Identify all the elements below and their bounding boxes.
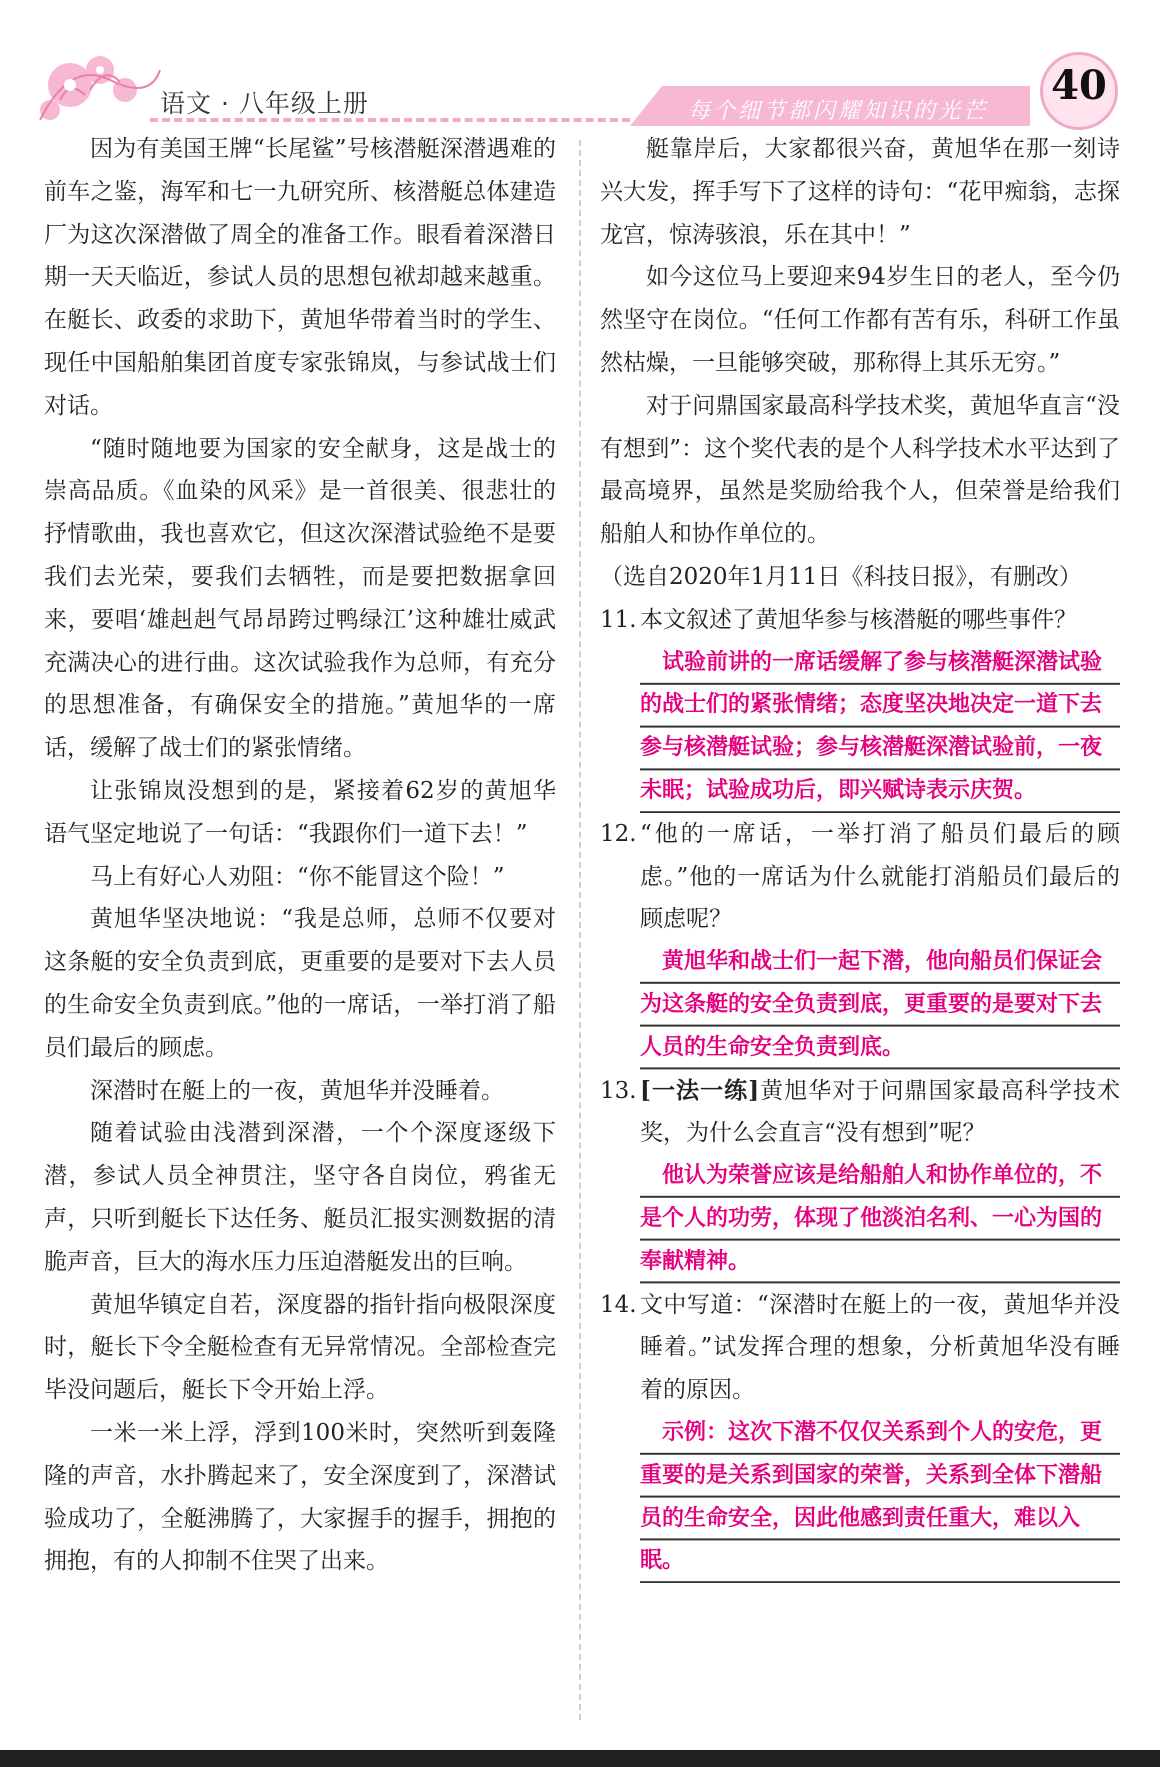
article-paragraph: 如今这位马上要迎来94岁生日的老人，至今仍然坚守在岗位。“任何工作都有苦有乐，科研工作虽然枯燥，一旦能够突破，那称得上其乐无穷。”: [600, 264, 1120, 376]
article-paragraph: 一米一米上浮，浮到100米时，突然听到轰隆隆的声音，水扑腾起来了，安全深度到了，深潜试验成功了，全艇沸腾了，大家握手的握手，拥抱的拥抱，有的人抑制不住哭了出来。: [44, 1419, 556, 1575]
answer-text: 试验前讲的一席话缓解了参与核潜艇深潜试验的战士们的紧张情绪；态度坚决地决定一道下去参与核潜艇试验；参与核潜艇深潜试验前，一夜未眠；试验成功后，即兴赋诗表示庆贺。: [640, 642, 1120, 813]
question-text-wrapper: [640, 1070, 1120, 1156]
question-11: [600, 599, 1120, 813]
left-column: [44, 128, 556, 1583]
question-12: [600, 813, 1120, 1070]
question-number: 13.: [600, 1077, 637, 1104]
question-number: 11.: [600, 606, 637, 633]
column-divider: [579, 140, 581, 1720]
article-paragraph: 让张锦岚没想到的是，紧接着62岁的黄旭华语气坚定地说了一句话：“我跟你们一道下去！”: [44, 777, 556, 847]
question-text: “他的一席话，一举打消了船员们最后的顾虑。”他的一席话为什么就能打消船员们最后的顾虑呢？: [640, 820, 1120, 933]
article-paragraph: “随时随地要为国家的安全献身，这是战士的崇高品质。《血染的风采》是一首很美、很悲壮的抒情歌曲，我也喜欢它，但这次深潜试验绝不是要我们去光荣，要我们去牺牲，而是要把数据拿回来，要唱‘雄赳赳气昂昂跨过鸭绿江’这种雄壮威武充满决心的进行曲。这次试验我作为总师，有充分的思想准备，有确保安全的措施。”黄旭华的一席话，缓解了战士们的紧张情绪。: [44, 435, 556, 762]
page-header: [0, 0, 1160, 130]
bottom-edge-bar: [0, 1750, 1160, 1767]
practice-tag: [一法一练]: [640, 1076, 760, 1104]
page-number: 40: [1051, 62, 1107, 109]
article-paragraph: 因为有美国王牌“长尾鲨”号核潜艇深潜遇难的前车之鉴，海军和七一九研究所、核潜艇总体建造厂为这次深潜做了周全的准备工作。眼看着深潜日期一天天临近，参试人员的思想包袱却越来越重。在艇长、政委的求助下，黄旭华带着当时的学生、现任中国船舶集团首度专家张锦岚，与参试战士们对话。: [44, 136, 556, 419]
floral-ornament-icon: [30, 40, 170, 130]
question-text: 文中写道：“深潜时在艇上的一夜，黄旭华并没睡着。”试发挥合理的想象，分析黄旭华没有睡着的原因。: [640, 1291, 1120, 1404]
question-text: 黄旭华对于问鼎国家最高科学技术奖，为什么会直言“没有想到”呢？: [640, 1077, 1121, 1147]
header-slogan: 每个细节都闪耀知识的光芒: [688, 99, 989, 124]
book-subject: 语文 · 八年级上册: [160, 89, 369, 118]
question-14: [600, 1284, 1120, 1584]
article-source: （选自2020年1月11日《科技日报》，有删改）: [600, 563, 1082, 590]
article-paragraph: 对于问鼎国家最高科学技术奖，黄旭华直言“没有想到”：这个奖代表的是个人科学技术水平达到了最高境界，虽然是奖励给我个人，但荣誉是给我们船舶人和协作单位的。: [600, 392, 1120, 548]
question-number: 14.: [600, 1291, 637, 1318]
question-number: 12.: [600, 820, 637, 847]
article-paragraph: 黄旭华坚决地说：“我是总师，总师不仅要对这条艇的安全负责到底，更重要的是要对下去人员的生命安全负责到底。”他的一席话，一举打消了船员们最后的顾虑。: [44, 906, 556, 1061]
header-dash-divider: [150, 118, 630, 122]
right-column: [600, 128, 1120, 1583]
answer-text: 黄旭华和战士们一起下潜，他向船员们保证会为这条艇的安全负责到底，更重要的是要对下去人员的生命安全负责到底。: [640, 941, 1120, 1069]
article-paragraph: 黄旭华镇定自若，深度器的指针指向极限深度时，艇长下令全艇检查有无异常情况。全部检查完毕没问题后，艇长下令开始上浮。: [44, 1291, 556, 1404]
article-paragraph: 艇靠岸后，大家都很兴奋，黄旭华在那一刻诗兴大发，挥手写下了这样的诗句：“花甲痴翁，志探龙宫，惊涛骇浪，乐在其中！”: [600, 136, 1120, 248]
answer-text: 示例：这次下潜不仅仅关系到个人的安危，更重要的是关系到国家的荣誉，关系到全体下潜船员的生命安全，因此他感到责任重大，难以入眠。: [640, 1412, 1120, 1583]
article-paragraph: 随着试验由浅潜到深潜，一个个深度逐级下潜，参试人员全神贯注，坚守各自岗位，鸦雀无声，只听到艇长下达任务、艇员汇报实测数据的清脆声音，巨大的海水压力压迫潜艇发出的巨响。: [44, 1120, 556, 1275]
article-paragraph: 马上有好心人劝阻：“你不能冒这个险！”: [90, 863, 505, 890]
article-paragraph: 深潜时在艇上的一夜，黄旭华并没睡着。: [90, 1077, 504, 1104]
answer-text: 他认为荣誉应该是给船舶人和协作单位的，不是个人的功劳，体现了他淡泊名利、一心为国的奉献精神。: [640, 1155, 1120, 1283]
question-text: 本文叙述了黄旭华参与核潜艇的哪些事件？: [640, 606, 1077, 633]
question-13: [600, 1070, 1120, 1284]
